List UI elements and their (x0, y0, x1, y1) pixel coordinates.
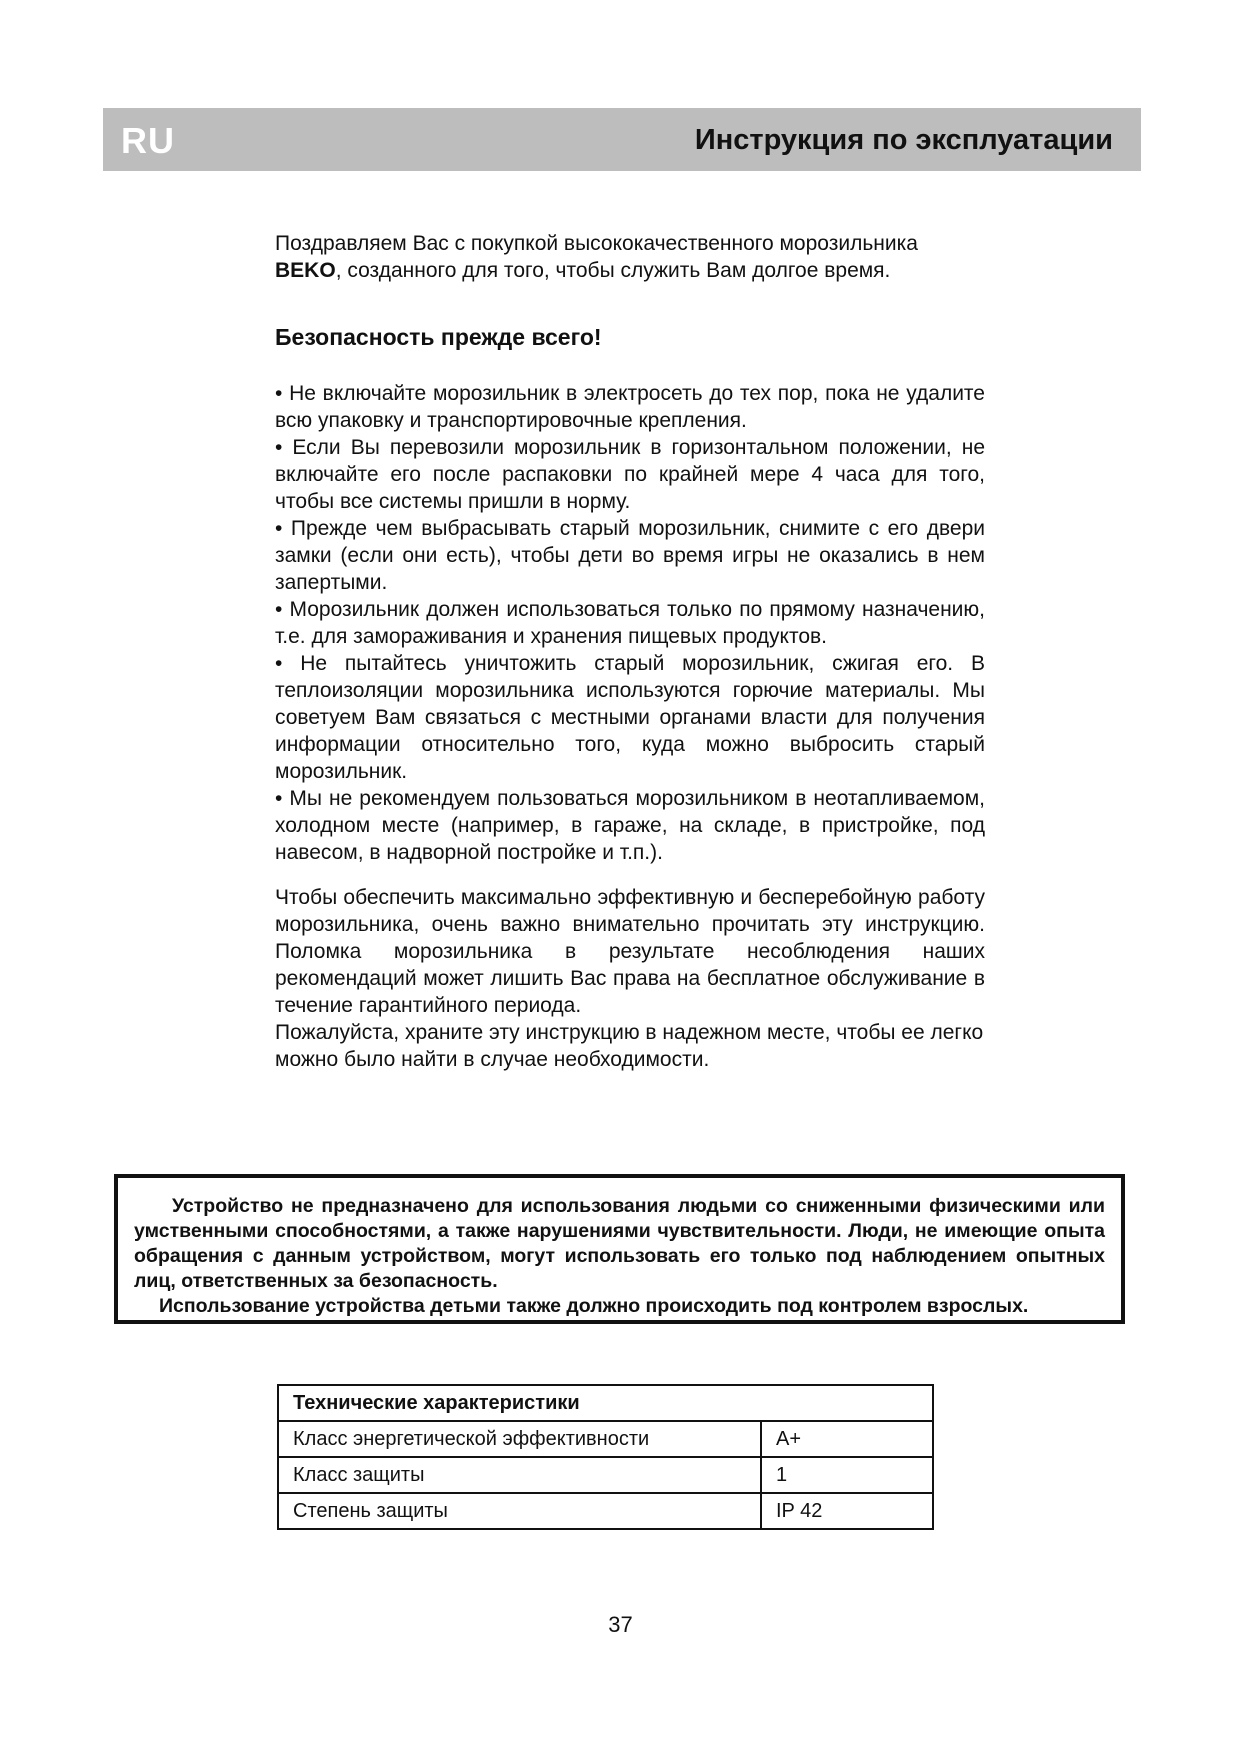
spec-value: IP 42 (761, 1493, 933, 1529)
safety-heading: Безопасность прежде всего! (275, 324, 602, 350)
safety-item: • Если Вы перевозили морозильник в горизонтальном положении, не включайте его после распаковки по крайней мере 4 часа для того, чтобы все системы пришли в норму. (275, 436, 985, 513)
warning-box (114, 1174, 1125, 1324)
spec-label: Степень защиты (278, 1493, 761, 1529)
safety-item: • Морозильник должен использоваться только по прямому назначению, т.е. для замораживания и хранения пищевых продуктов. (275, 598, 985, 648)
page-header (103, 108, 1141, 171)
warning-text: Устройство не предназначено для использования людьми со сниженными физическими или умственными способностями, а также нарушениями чувствительности. Люди, не имеющие опыта обращения с данным устройством, могут использовать его только под наблюдением опытных лиц, ответственных за безопасность. (134, 1195, 1105, 1292)
main-content (275, 230, 985, 1073)
intro-text-start: Поздравляем Вас с покупкой высококачественного морозильника (275, 232, 918, 255)
spec-value: 1 (761, 1457, 933, 1493)
safety-item: • Прежде чем выбрасывать старый морозильник, снимите с его двери замки (если они есть), чтобы дети во время игры не оказались в нем запертыми. (275, 517, 985, 594)
specifications-table (277, 1384, 934, 1530)
spec-value: A+ (761, 1421, 933, 1457)
storage-note: Пожалуйста, храните эту инструкцию в надежном месте, чтобы ее легко можно было найти в случае необходимости. (275, 1021, 984, 1071)
document-title: Инструкция по эксплуатации (694, 124, 1113, 156)
page-number: 37 (608, 1612, 633, 1637)
safety-list (275, 380, 985, 866)
specifications-heading: Технические характеристики (278, 1385, 933, 1421)
intro-paragraph (275, 230, 985, 284)
brand-name: BEKO (275, 259, 336, 282)
language-code: RU (121, 120, 175, 161)
table-row (278, 1493, 933, 1529)
safety-item: • Не пытайтесь уничтожить старый морозильник, сжигая его. В теплоизоляции морозильника используются горючие материалы. Мы советуем Вам связаться с местными органами власти для получения информации относительно того, куда можно выбросить старый морозильник. (275, 652, 985, 783)
intro-text-end: , созданного для того, чтобы служить Вам долгое время. (335, 259, 891, 282)
spec-label: Класс защиты (278, 1457, 761, 1493)
table-row (278, 1457, 933, 1493)
table-header-row (278, 1385, 933, 1421)
spec-label: Класс энергетической эффективности (278, 1421, 761, 1457)
closing-paragraph: Чтобы обеспечить максимально эффективную и бесперебойную работу морозильника, очень важно внимательно прочитать эту инструкцию. Поломка морозильника в результате несоблюдения наших рекомендаций может лишить Вас права на бесплатное обслуживание в течение гарантийного периода. (275, 886, 985, 1017)
safety-item: • Не включайте морозильник в электросеть до тех пор, пока не удалите всю упаковку и транспортировочные крепления. (275, 382, 985, 432)
table-row (278, 1421, 933, 1457)
warning-children-text: Использование устройства детьми также должно происходить под контролем взрослых. (159, 1295, 1029, 1317)
safety-item: • Мы не рекомендуем пользоваться морозильником в неотапливаемом, холодном месте (например, в гараже, на складе, в пристройке, под навесом, в надворной постройке и т.п.). (275, 787, 985, 864)
